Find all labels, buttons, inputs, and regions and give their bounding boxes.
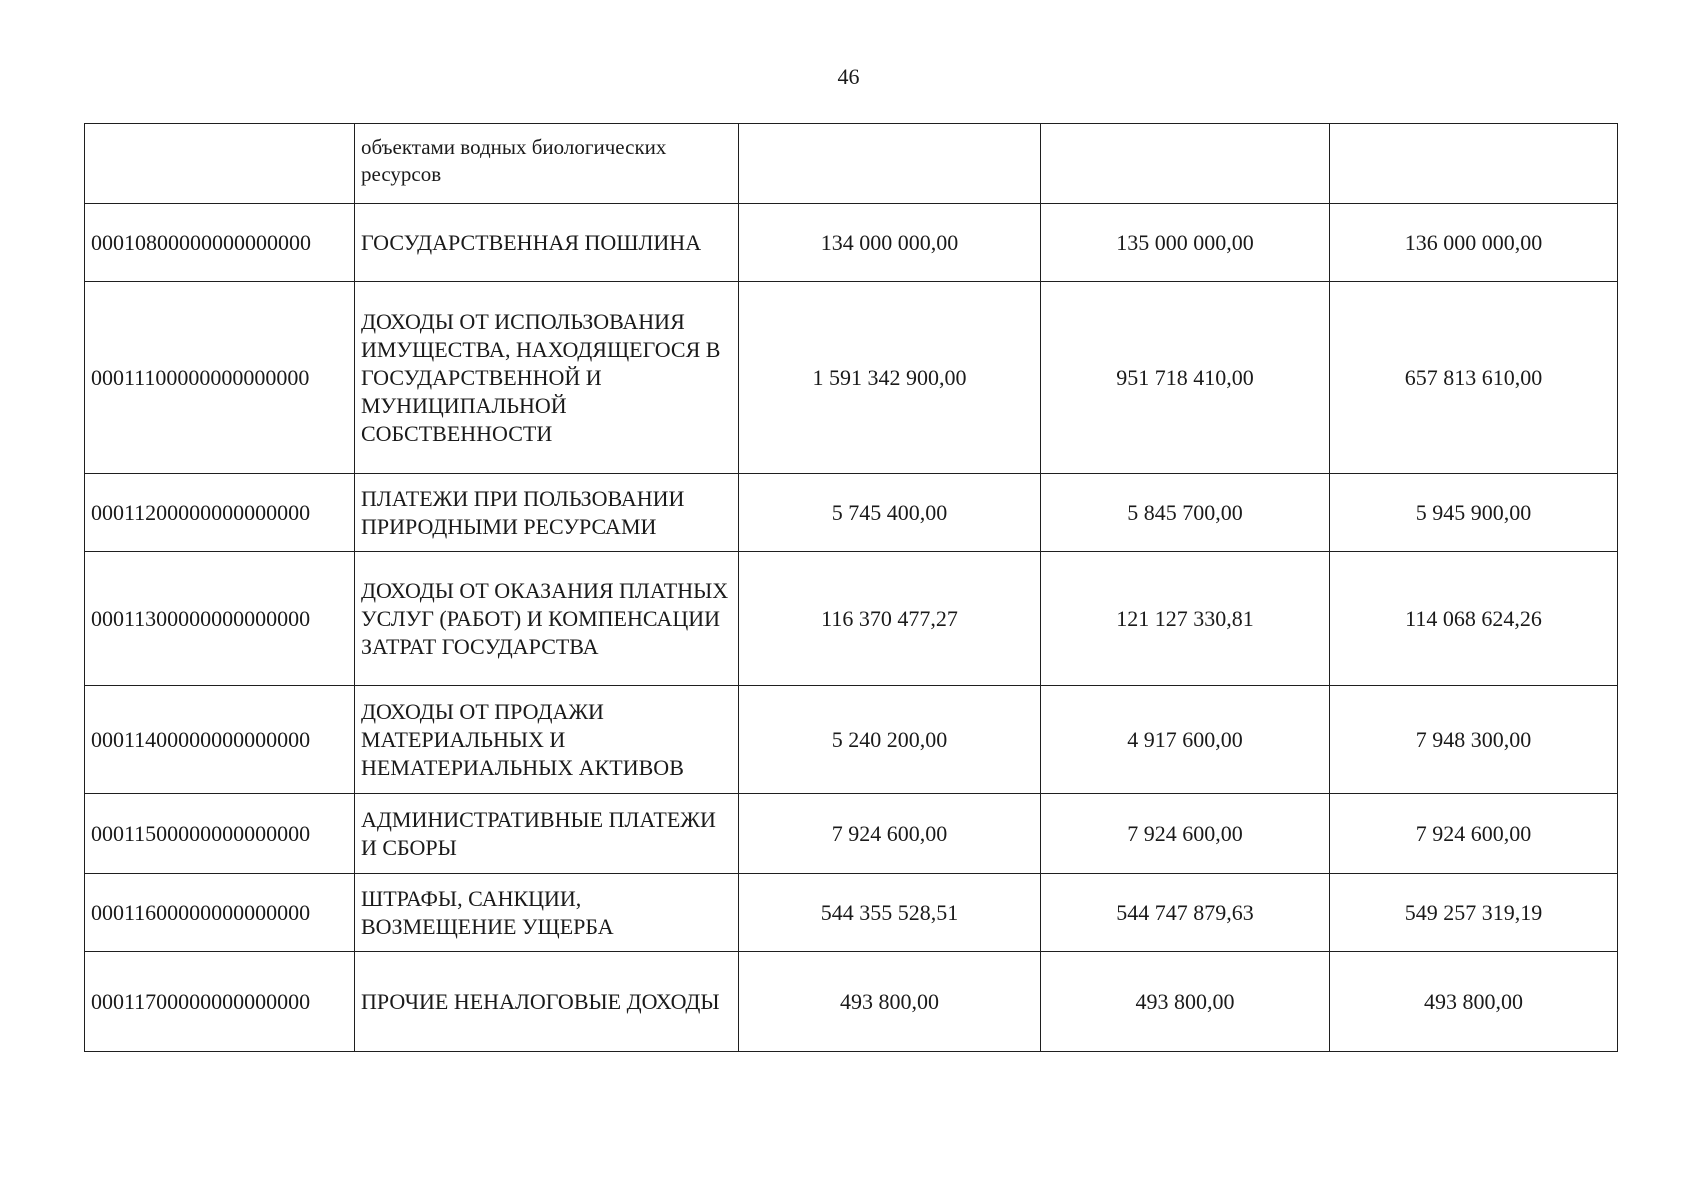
code-cell: 00011100000000000000 — [85, 282, 355, 474]
code-cell: 00011700000000000000 — [85, 952, 355, 1052]
code-cell: 00011500000000000000 — [85, 794, 355, 874]
value-cell-1: 7 924 600,00 — [739, 794, 1041, 874]
value-cell-3: 136 000 000,00 — [1330, 204, 1618, 282]
code-cell-empty — [85, 124, 355, 204]
code-cell: 00011200000000000000 — [85, 474, 355, 552]
value-cell-empty — [1330, 124, 1618, 204]
table-row — [85, 952, 1618, 1052]
value-cell-1: 493 800,00 — [739, 952, 1041, 1052]
value-cell-1: 544 355 528,51 — [739, 874, 1041, 952]
name-cell: ПЛАТЕЖИ ПРИ ПОЛЬЗОВАНИИ ПРИРОДНЫМИ РЕСУРСАМИ — [355, 474, 739, 552]
value-cell-3: 657 813 610,00 — [1330, 282, 1618, 474]
page-number: 46 — [837, 64, 860, 89]
value-cell-3: 493 800,00 — [1330, 952, 1618, 1052]
value-cell-2: 493 800,00 — [1041, 952, 1330, 1052]
value-cell-1: 1 591 342 900,00 — [739, 282, 1041, 474]
value-cell-3: 5 945 900,00 — [1330, 474, 1618, 552]
name-cell: АДМИНИСТРАТИВНЫЕ ПЛАТЕЖИ И СБОРЫ — [355, 794, 739, 874]
name-cell: ДОХОДЫ ОТ ОКАЗАНИЯ ПЛАТНЫХ УСЛУГ (РАБОТ) И КОМПЕНСАЦИИ ЗАТРАТ ГОСУДАРСТВА — [355, 552, 739, 686]
table-row — [85, 686, 1618, 794]
value-cell-empty — [739, 124, 1041, 204]
table-row-continuation — [85, 124, 1618, 204]
value-cell-1: 5 745 400,00 — [739, 474, 1041, 552]
value-cell-2: 4 917 600,00 — [1041, 686, 1330, 794]
value-cell-3: 549 257 319,19 — [1330, 874, 1618, 952]
value-cell-2: 7 924 600,00 — [1041, 794, 1330, 874]
name-cell: ДОХОДЫ ОТ ПРОДАЖИ МАТЕРИАЛЬНЫХ И НЕМАТЕРИАЛЬНЫХ АКТИВОВ — [355, 686, 739, 794]
name-cell: объектами водных биологических ресурсов — [355, 124, 739, 204]
code-cell: 00011300000000000000 — [85, 552, 355, 686]
table-row — [85, 794, 1618, 874]
value-cell-1: 134 000 000,00 — [739, 204, 1041, 282]
table-row — [85, 204, 1618, 282]
value-cell-3: 114 068 624,26 — [1330, 552, 1618, 686]
code-cell: 00011400000000000000 — [85, 686, 355, 794]
name-cell: ШТРАФЫ, САНКЦИИ, ВОЗМЕЩЕНИЕ УЩЕРБА — [355, 874, 739, 952]
table-row — [85, 874, 1618, 952]
value-cell-3: 7 924 600,00 — [1330, 794, 1618, 874]
name-cell: ПРОЧИЕ НЕНАЛОГОВЫЕ ДОХОДЫ — [355, 952, 739, 1052]
revenue-table — [84, 123, 1618, 1052]
value-cell-2: 121 127 330,81 — [1041, 552, 1330, 686]
name-cell: ДОХОДЫ ОТ ИСПОЛЬЗОВАНИЯ ИМУЩЕСТВА, НАХОДЯЩЕГОСЯ В ГОСУДАРСТВЕННОЙ И МУНИЦИПАЛЬНОЙ СОБСТВЕННОСТИ — [355, 282, 739, 474]
value-cell-3: 7 948 300,00 — [1330, 686, 1618, 794]
value-cell-1: 116 370 477,27 — [739, 552, 1041, 686]
value-cell-2: 951 718 410,00 — [1041, 282, 1330, 474]
name-cell: ГОСУДАРСТВЕННАЯ ПОШЛИНА — [355, 204, 739, 282]
value-cell-empty — [1041, 124, 1330, 204]
table-row — [85, 474, 1618, 552]
value-cell-1: 5 240 200,00 — [739, 686, 1041, 794]
value-cell-2: 135 000 000,00 — [1041, 204, 1330, 282]
table-row — [85, 552, 1618, 686]
value-cell-2: 5 845 700,00 — [1041, 474, 1330, 552]
code-cell: 00010800000000000000 — [85, 204, 355, 282]
value-cell-2: 544 747 879,63 — [1041, 874, 1330, 952]
table-row — [85, 282, 1618, 474]
code-cell: 00011600000000000000 — [85, 874, 355, 952]
